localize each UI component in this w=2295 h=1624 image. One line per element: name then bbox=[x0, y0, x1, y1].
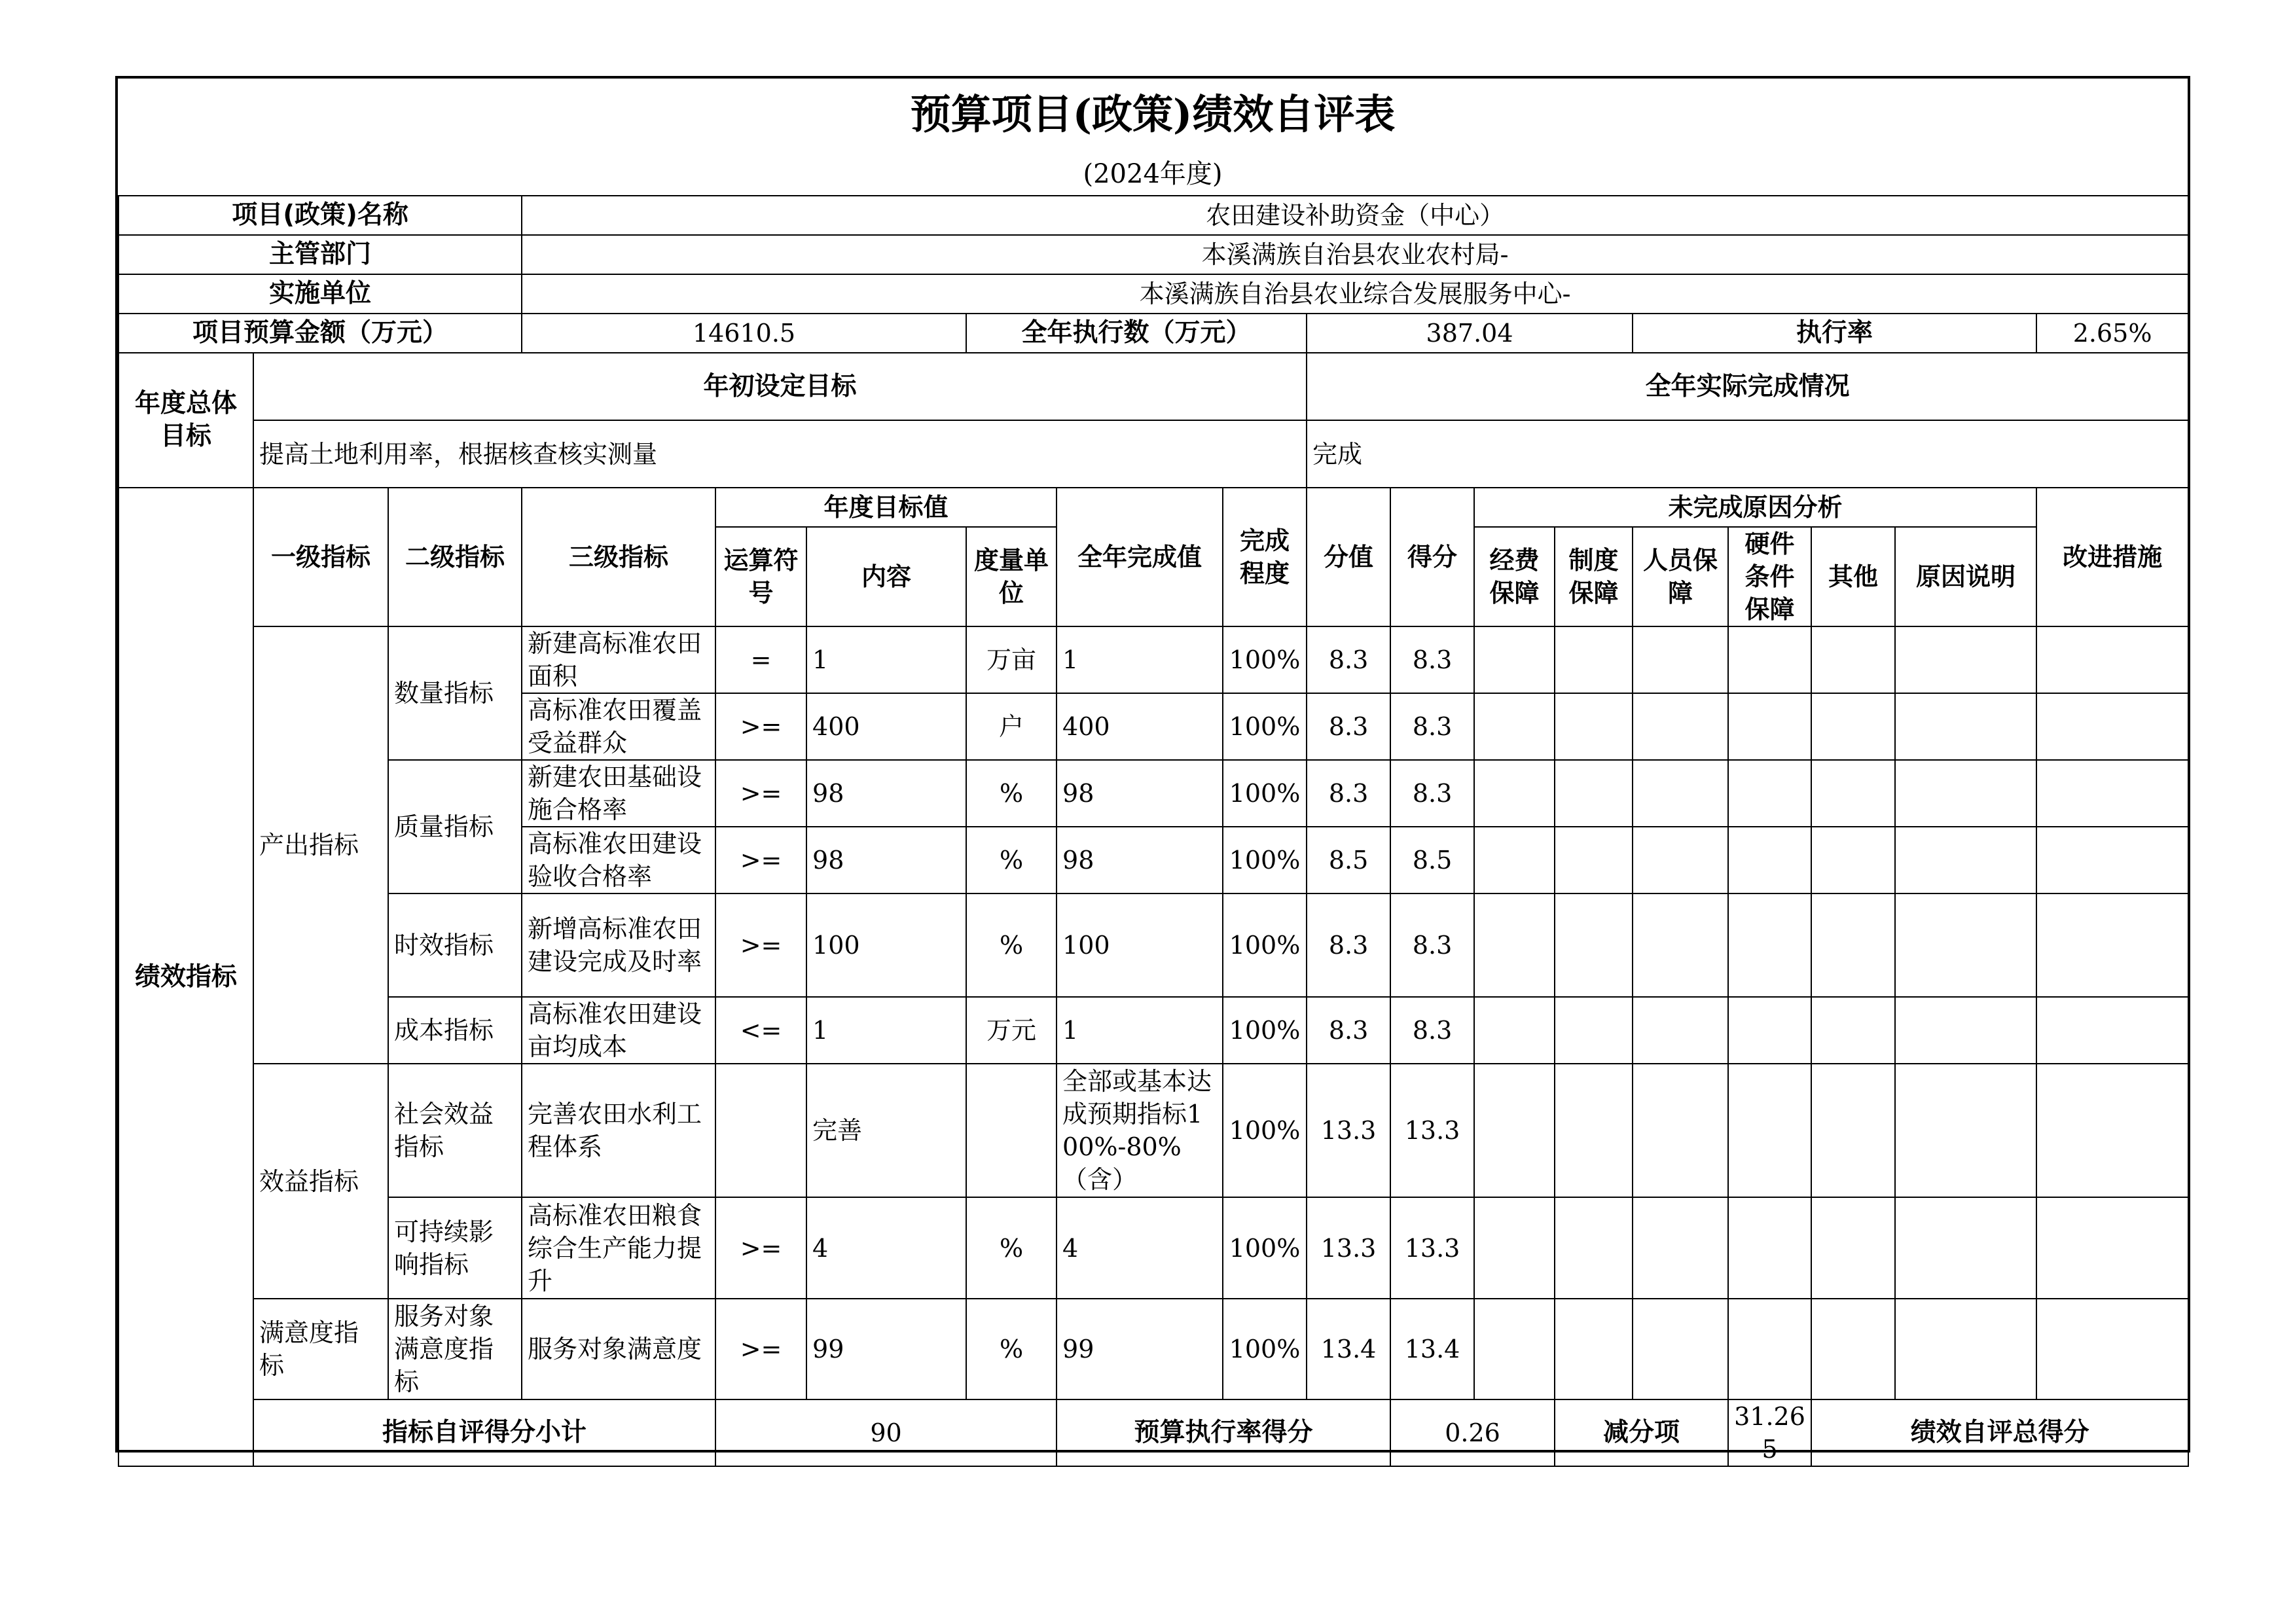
score: 8.3 bbox=[1390, 760, 1474, 827]
rate-score-label: 预算执行率得分 bbox=[1057, 1399, 1390, 1466]
benefit-indicators: 效益指标 bbox=[253, 1064, 388, 1299]
actual-value: 1 bbox=[1057, 626, 1223, 693]
satisfaction-indicators: 满意度指标 bbox=[253, 1299, 388, 1399]
score-value: 13.3 bbox=[1307, 1197, 1390, 1299]
target-content: 1 bbox=[806, 626, 966, 693]
completion-degree-header: 完成程度 bbox=[1223, 488, 1307, 626]
unit bbox=[966, 1064, 1057, 1197]
content-header: 内容 bbox=[806, 527, 966, 626]
level3-header: 三级指标 bbox=[522, 488, 715, 626]
sustainability-indicators: 可持续影响指标 bbox=[388, 1197, 522, 1299]
project-name-label: 项目(政策)名称 bbox=[118, 196, 522, 235]
score-value: 8.3 bbox=[1307, 760, 1390, 827]
rate-score-value: 0.26 bbox=[1390, 1399, 1555, 1466]
deduction-value: 31.265 bbox=[1728, 1399, 1811, 1466]
page-title: 预算项目(政策)绩效自评表 bbox=[910, 90, 1396, 138]
improvement-header: 改进措施 bbox=[2036, 488, 2188, 626]
completion-degree: 100% bbox=[1223, 626, 1307, 693]
level2-header: 二级指标 bbox=[388, 488, 522, 626]
actual-value: 98 bbox=[1057, 760, 1223, 827]
unit: 户 bbox=[966, 693, 1057, 760]
completion-degree: 100% bbox=[1223, 1064, 1307, 1197]
actual-value: 400 bbox=[1057, 693, 1223, 760]
evaluation-table bbox=[118, 195, 2189, 1467]
implementing-unit-value: 本溪满族自治县农业综合发展服务中心- bbox=[522, 274, 2188, 314]
target-content: 4 bbox=[806, 1197, 966, 1299]
operator: >= bbox=[715, 693, 806, 760]
operator: >= bbox=[715, 893, 806, 997]
actual-value: 4 bbox=[1057, 1197, 1223, 1299]
completion-degree: 100% bbox=[1223, 1299, 1307, 1399]
initial-goal-text: 提高土地利用率，根据核查核实测量 bbox=[253, 420, 1307, 488]
operator-header: 运算符号 bbox=[715, 527, 806, 626]
reason-explanation-header: 原因说明 bbox=[1895, 527, 2036, 626]
subtotal-value: 90 bbox=[715, 1399, 1057, 1466]
initial-goal-header: 年初设定目标 bbox=[253, 353, 1307, 420]
operator: >= bbox=[715, 827, 806, 893]
budget-amount-value: 14610.5 bbox=[522, 314, 966, 353]
actual-value: 100 bbox=[1057, 893, 1223, 997]
evaluation-sheet bbox=[115, 76, 2190, 1464]
target-content: 100 bbox=[806, 893, 966, 997]
operator: <= bbox=[715, 997, 806, 1064]
social-benefit-indicators: 社会效益指标 bbox=[388, 1064, 522, 1197]
indicator-name: 高标准农田粮食综合生产能力提升 bbox=[522, 1197, 715, 1299]
indicator-name: 新增高标准农田建设完成及时率 bbox=[522, 893, 715, 997]
unit-header: 度量单位 bbox=[966, 527, 1057, 626]
indicator-name: 高标准农田建设验收合格率 bbox=[522, 827, 715, 893]
unit: % bbox=[966, 760, 1057, 827]
score: 8.3 bbox=[1390, 626, 1474, 693]
project-name-value: 农田建设补助资金（中心） bbox=[522, 196, 2188, 235]
target-content: 98 bbox=[806, 827, 966, 893]
cost-indicators: 成本指标 bbox=[388, 997, 522, 1064]
actual-value: 98 bbox=[1057, 827, 1223, 893]
subtotal-label: 指标自评得分小计 bbox=[253, 1399, 715, 1466]
annual-execution-label: 全年执行数（万元） bbox=[966, 314, 1307, 353]
completion-degree: 100% bbox=[1223, 893, 1307, 997]
score: 13.3 bbox=[1390, 1197, 1474, 1299]
budget-amount-label: 项目预算金额（万元） bbox=[118, 314, 522, 353]
score: 8.3 bbox=[1390, 997, 1474, 1064]
operator: >= bbox=[715, 1197, 806, 1299]
completion-degree: 100% bbox=[1223, 997, 1307, 1064]
unit: % bbox=[966, 1197, 1057, 1299]
actual-value: 1 bbox=[1057, 997, 1223, 1064]
indicator-name: 高标准农田建设亩均成本 bbox=[522, 997, 715, 1064]
department-label: 主管部门 bbox=[118, 235, 522, 274]
actual-value: 99 bbox=[1057, 1299, 1223, 1399]
score-value: 8.3 bbox=[1307, 893, 1390, 997]
actual-completion-header: 全年实际完成情况 bbox=[1307, 353, 2188, 420]
execution-rate-label: 执行率 bbox=[1633, 314, 2036, 353]
score-header: 得分 bbox=[1390, 488, 1474, 626]
score: 8.3 bbox=[1390, 893, 1474, 997]
operator: >= bbox=[715, 760, 806, 827]
reason-funding-header: 经费保障 bbox=[1474, 527, 1555, 626]
reason-analysis-header: 未完成原因分析 bbox=[1474, 488, 2036, 527]
service-satisfaction-indicators: 服务对象满意度指标 bbox=[388, 1299, 522, 1399]
unit: % bbox=[966, 893, 1057, 997]
actual-value: 全部或基本达成预期指标100%-80%（含） bbox=[1057, 1064, 1223, 1197]
annual-goal-label: 年度总体目标 bbox=[118, 353, 253, 488]
score-value: 13.4 bbox=[1307, 1299, 1390, 1399]
score-value: 13.3 bbox=[1307, 1064, 1390, 1197]
completion-degree: 100% bbox=[1223, 1197, 1307, 1299]
performance-indicators-label: 绩效指标 bbox=[118, 488, 253, 1466]
target-value-header: 年度目标值 bbox=[715, 488, 1057, 527]
reason-staff-header: 人员保障 bbox=[1633, 527, 1728, 626]
implementing-unit-label: 实施单位 bbox=[118, 274, 522, 314]
reason-system-header: 制度保障 bbox=[1555, 527, 1633, 626]
completion-degree: 100% bbox=[1223, 693, 1307, 760]
actual-value-header: 全年完成值 bbox=[1057, 488, 1223, 626]
total-score-label: 绩效自评总得分 bbox=[1811, 1399, 2188, 1466]
year-subtitle: (2024年度) bbox=[1083, 159, 1223, 189]
operator: = bbox=[715, 626, 806, 693]
completion-degree: 100% bbox=[1223, 827, 1307, 893]
score-value-header: 分值 bbox=[1307, 488, 1390, 626]
score-value: 8.3 bbox=[1307, 997, 1390, 1064]
indicator-name: 高标准农田覆盖受益群众 bbox=[522, 693, 715, 760]
score: 8.5 bbox=[1390, 827, 1474, 893]
reason-hardware-header: 硬件条件保障 bbox=[1728, 527, 1811, 626]
completion-degree: 100% bbox=[1223, 760, 1307, 827]
unit: % bbox=[966, 827, 1057, 893]
target-content: 完善 bbox=[806, 1064, 966, 1197]
indicator-name: 新建高标准农田面积 bbox=[522, 626, 715, 693]
indicator-name: 服务对象满意度 bbox=[522, 1299, 715, 1399]
indicator-name: 新建农田基础设施合格率 bbox=[522, 760, 715, 827]
execution-rate-value: 2.65% bbox=[2036, 314, 2188, 353]
operator: >= bbox=[715, 1299, 806, 1399]
score: 8.3 bbox=[1390, 693, 1474, 760]
target-content: 98 bbox=[806, 760, 966, 827]
actual-completion-text: 完成 bbox=[1307, 420, 2188, 488]
level1-header: 一级指标 bbox=[253, 488, 388, 626]
operator bbox=[715, 1064, 806, 1197]
score-value: 8.5 bbox=[1307, 827, 1390, 893]
unit: 万亩 bbox=[966, 626, 1057, 693]
department-value: 本溪满族自治县农业农村局- bbox=[522, 235, 2188, 274]
annual-execution-value: 387.04 bbox=[1307, 314, 1633, 353]
reason-other-header: 其他 bbox=[1811, 527, 1895, 626]
deduction-label: 减分项 bbox=[1555, 1399, 1728, 1466]
score: 13.3 bbox=[1390, 1064, 1474, 1197]
score-value: 8.3 bbox=[1307, 626, 1390, 693]
target-content: 1 bbox=[806, 997, 966, 1064]
quality-indicators: 质量指标 bbox=[388, 760, 522, 893]
target-content: 400 bbox=[806, 693, 966, 760]
indicator-name: 完善农田水利工程体系 bbox=[522, 1064, 715, 1197]
unit: 万元 bbox=[966, 997, 1057, 1064]
score: 13.4 bbox=[1390, 1299, 1474, 1399]
target-content: 99 bbox=[806, 1299, 966, 1399]
unit: % bbox=[966, 1299, 1057, 1399]
timeliness-indicators: 时效指标 bbox=[388, 893, 522, 997]
output-indicators: 产出指标 bbox=[253, 626, 388, 1064]
score-value: 8.3 bbox=[1307, 693, 1390, 760]
quantity-indicators: 数量指标 bbox=[388, 626, 522, 760]
